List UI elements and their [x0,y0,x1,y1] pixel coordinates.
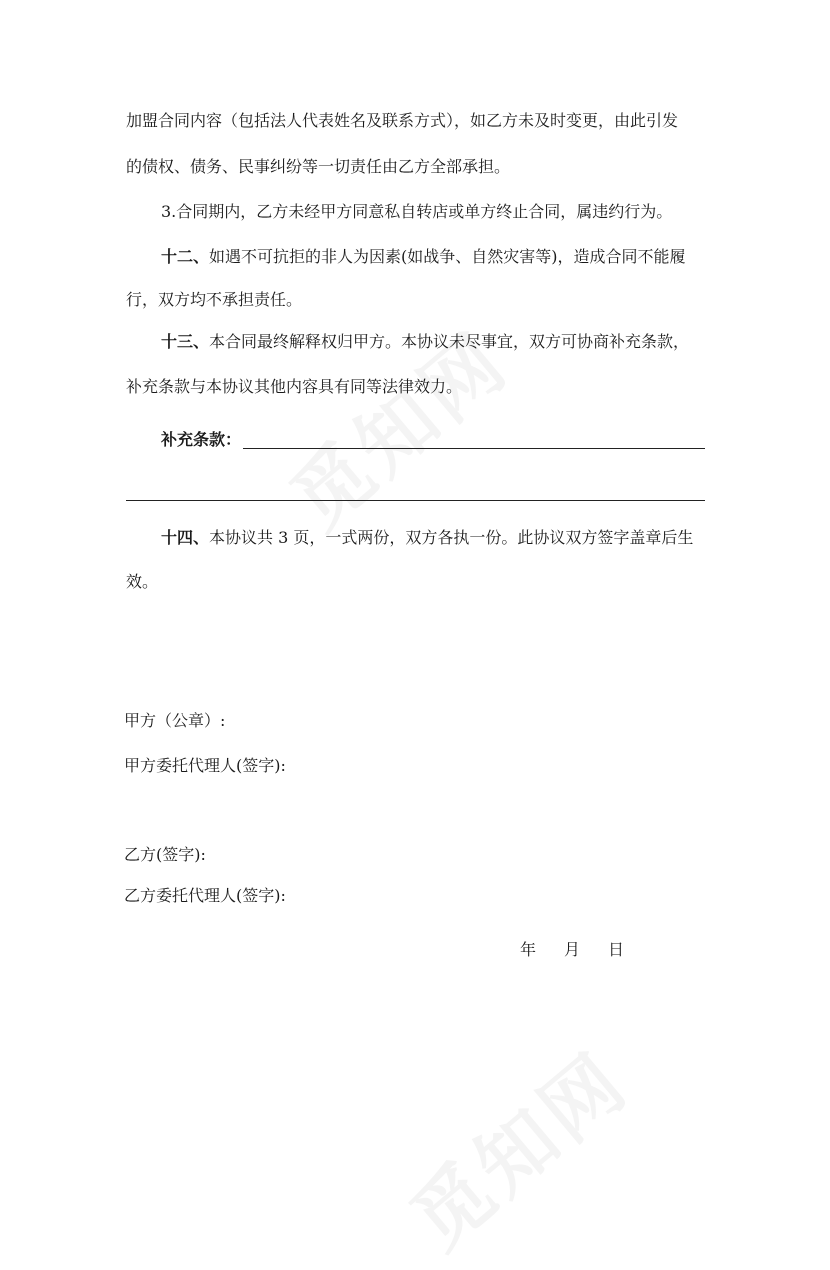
clause-13-label: 十三、 [161,332,210,351]
supplement-blank-line-2 [126,500,705,501]
clause-13-line-2: 补充条款与本协议其他内容具有同等法律效力。 [126,377,463,396]
date-month: 月 [564,940,581,959]
party-a-seal: 甲方（公章）: [124,711,226,730]
clause-3: 3.合同期内，乙方未经甲方同意私自转店或单方终止合同，属违约行为。 [161,202,673,221]
date-row [520,940,624,960]
party-a-agent: 甲方委托代理人(签字): [124,756,286,775]
party-b-agent: 乙方委托代理人(签字): [124,886,286,905]
supplement-label: 补充条款： [161,430,242,449]
party-b-sign: 乙方(签字): [124,845,206,864]
clause-12-text: 如遇不可抗拒的非人为因素(如战争、自然灾害等)，造成合同不能履 [209,247,686,266]
body-line-2: 的债权、债务、民事纠纷等一切责任由乙方全部承担。 [126,157,511,176]
clause-14-text: 本协议共 3 页，一式两份，双方各执一份。此协议双方签字盖章后生 [209,528,694,547]
watermark-bottom [383,1022,648,1270]
clause-12-label: 十二、 [161,247,210,266]
clause-12-line-2: 行，双方均不承担责任。 [126,290,303,309]
clause-13-line-1 [161,332,706,352]
date-day: 日 [608,940,625,959]
body-line-1: 加盟合同内容（包括法人代表姓名及联系方式），如乙方未及时变更，由此引发 [126,111,679,130]
clause-14-line-1 [161,528,706,548]
supplement-blank-line-1 [243,448,705,449]
clause-12-line-1 [161,247,706,267]
clause-14-label: 十四、 [161,528,210,547]
clause-13-text: 本合同最终解释权归甲方。本协议未尽事宜，双方可协商补充条款， [209,332,690,351]
clause-14-line-2: 效。 [126,572,159,591]
date-year: 年 [520,940,537,959]
